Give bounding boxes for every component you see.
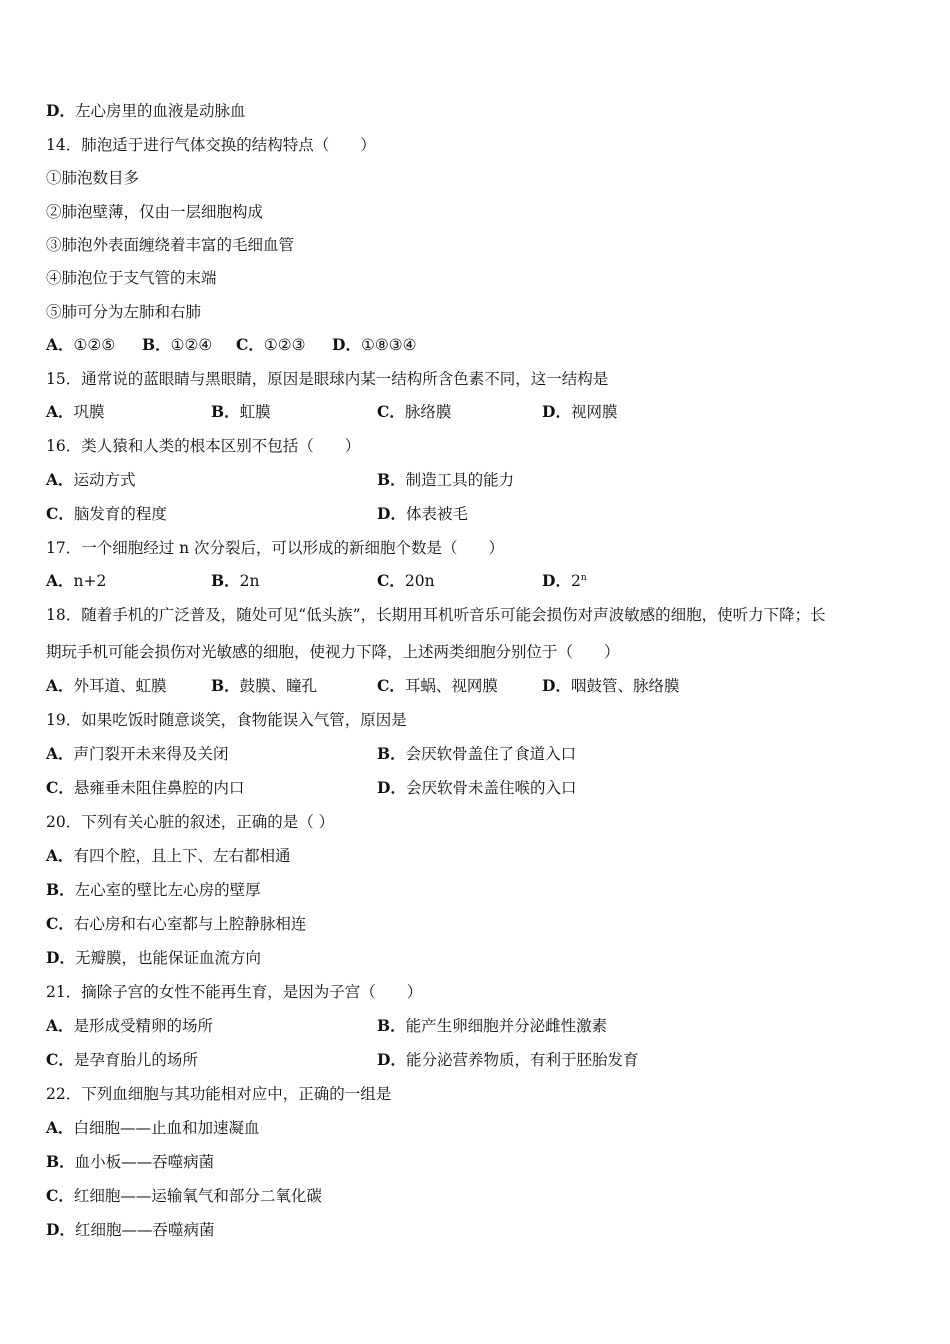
option-letter: B． (46, 1152, 75, 1171)
option-letter: A． (46, 676, 74, 695)
option-text: 外耳道、虹膜 (73, 677, 167, 695)
q19-option-c (46, 776, 244, 800)
option-text: 有四个腔，且上下、左右都相通 (73, 847, 291, 865)
option-text: 白细胞——止血和加速凝血 (73, 1119, 260, 1137)
option-text: 会厌软骨未盖住喉的入口 (405, 779, 577, 797)
option-text: 红细胞——运输氧气和部分二氧化碳 (73, 1187, 322, 1205)
option-text: 悬雍垂未阻住鼻腔的内口 (73, 779, 245, 797)
q14-option-a (46, 333, 115, 357)
option-text: 2n (239, 572, 260, 590)
q15-stem: 15．通常说的蓝眼睛与黑眼睛，原因是眼球内某一结构所含色素不同，这一结构是 (46, 370, 609, 388)
option-superscript: n (580, 572, 587, 583)
q20-option-b (46, 878, 261, 902)
q20-stem: 20．下列有关心脏的叙述，正确的是（ ） (46, 813, 335, 831)
q14-item-1: ①肺泡数目多 (46, 169, 140, 187)
q18-option-d (542, 674, 679, 698)
option-text: 会厌软骨盖住了食道入口 (405, 745, 577, 763)
option-letter: C． (377, 402, 405, 421)
q19-option-b (377, 742, 576, 766)
option-text: 是孕育胎儿的场所 (73, 1051, 198, 1069)
option-letter: B． (211, 676, 240, 695)
q17-option-b (211, 569, 259, 593)
q13-option-d (46, 99, 245, 123)
option-text: 左心室的壁比左心房的壁厚 (74, 881, 261, 899)
option-text: 脑发育的程度 (73, 505, 167, 523)
option-letter: D． (542, 402, 571, 421)
option-text: 声门裂开未来得及关闭 (73, 745, 229, 763)
q20-option-a (46, 844, 291, 868)
option-text: 是形成受精卵的场所 (73, 1017, 214, 1035)
option-letter: D． (377, 778, 406, 797)
option-text: 虹膜 (239, 403, 271, 421)
option-text: 体表被毛 (405, 505, 468, 523)
q18-stem-line2: 期玩手机可能会损伤对光敏感的细胞，使视力下降，上述两类细胞分别位于（ ） (46, 643, 620, 661)
option-letter: A． (46, 470, 74, 489)
option-letter: A． (46, 1016, 74, 1035)
option-letter: D． (46, 101, 75, 120)
option-letter: B． (211, 402, 240, 421)
option-text: 视网膜 (570, 403, 618, 421)
q16-option-c (46, 502, 167, 526)
option-text: ①②⑤ (73, 336, 116, 354)
q15-option-a (46, 400, 105, 424)
option-letter: A． (46, 744, 74, 763)
q15-option-d (542, 400, 617, 424)
option-letter: A． (46, 1118, 74, 1137)
q22-option-b (46, 1150, 214, 1174)
option-text: 巩膜 (73, 403, 105, 421)
q18-option-a (46, 674, 167, 698)
option-letter: D． (377, 504, 406, 523)
option-text: 运动方式 (73, 471, 136, 489)
q16-stem: 16．类人猿和人类的根本区别不包括（ ） (46, 437, 361, 455)
option-letter: C． (46, 1186, 74, 1205)
q22-option-c (46, 1184, 322, 1208)
option-text: ①⑧③④ (360, 336, 417, 354)
q18-option-c (377, 674, 498, 698)
q16-option-a (46, 468, 136, 492)
q14-item-2: ②肺泡壁薄，仅由一层细胞构成 (46, 203, 264, 221)
option-letter: A． (46, 571, 74, 590)
option-letter: B． (211, 571, 240, 590)
option-letter: D． (542, 676, 571, 695)
q14-option-c (236, 333, 306, 357)
option-text: 耳蜗、视网膜 (404, 677, 498, 695)
option-text: 能分泌营养物质，有利于胚胎发育 (405, 1051, 639, 1069)
q18-stem-line1: 18．随着手机的广泛普及，随处可见“低头族”，长期用耳机听音乐可能会损伤对声波敏感的细胞，使听力下降；长 (46, 606, 826, 624)
option-letter: B． (377, 1016, 406, 1035)
q16-option-b (377, 468, 514, 492)
option-text: 无瓣膜，也能保证血流方向 (74, 949, 261, 967)
q21-option-b (377, 1014, 607, 1038)
q21-option-a (46, 1014, 213, 1038)
option-letter: C． (377, 676, 405, 695)
option-letter: A． (46, 402, 74, 421)
option-text: ①②③ (263, 336, 306, 354)
q14-item-3: ③肺泡外表面缠绕着丰富的毛细血管 (46, 236, 295, 254)
q14-stem: 14．肺泡适于进行气体交换的结构特点（ ） (46, 136, 376, 154)
q21-option-c (46, 1048, 198, 1072)
q15-option-c (377, 400, 451, 424)
q19-option-a (46, 742, 229, 766)
option-letter: B． (46, 880, 75, 899)
q18-option-b (211, 674, 317, 698)
q14-item-4: ④肺泡位于支气管的末端 (46, 269, 217, 287)
q14-item-5: ⑤肺可分为左肺和右肺 (46, 303, 202, 321)
q17-option-a (46, 569, 106, 593)
option-text: 右心房和右心室都与上腔静脉相连 (73, 915, 307, 933)
option-letter: D． (46, 1220, 75, 1239)
q14-option-b (142, 333, 212, 357)
q17-option-c (377, 569, 435, 593)
q22-stem: 22．下列血细胞与其功能相对应中，正确的一组是 (46, 1085, 392, 1103)
q19-stem: 19．如果吃饭时随意谈笑，食物能误入气管，原因是 (46, 711, 407, 729)
option-letter: C． (46, 914, 74, 933)
option-letter: C． (377, 571, 405, 590)
option-text: n+2 (73, 572, 107, 590)
q17-stem: 17．一个细胞经过 n 次分裂后，可以形成的新细胞个数是（ ） (46, 539, 505, 557)
q21-option-d (377, 1048, 638, 1072)
option-text: 红细胞——吞噬病菌 (74, 1221, 215, 1239)
option-letter: A． (46, 335, 74, 354)
option-text: 脉络膜 (404, 403, 452, 421)
option-text: 咽鼓管、脉络膜 (570, 677, 680, 695)
option-text: 左心房里的血液是动脉血 (74, 102, 246, 120)
option-text: 2 (570, 572, 581, 590)
q14-option-d (332, 333, 417, 357)
option-letter: C． (46, 1050, 74, 1069)
option-text: 20n (404, 572, 435, 590)
option-text: 能产生卵细胞并分泌雌性激素 (405, 1017, 608, 1035)
option-text: ①②④ (170, 336, 213, 354)
option-letter: B． (377, 744, 406, 763)
q22-option-d (46, 1218, 214, 1242)
option-letter: C． (236, 335, 264, 354)
option-text: 血小板——吞噬病菌 (74, 1153, 215, 1171)
option-letter: B． (142, 335, 171, 354)
q19-option-d (377, 776, 576, 800)
option-letter: C． (46, 778, 74, 797)
option-text: 鼓膜、瞳孔 (239, 677, 318, 695)
option-letter: B． (377, 470, 406, 489)
q20-option-d (46, 946, 261, 970)
option-letter: D． (377, 1050, 406, 1069)
q21-stem: 21．摘除子宫的女性不能再生育，是因为子宫（ ） (46, 983, 423, 1001)
q16-option-d (377, 502, 468, 526)
q20-option-c (46, 912, 306, 936)
option-letter: D． (542, 571, 571, 590)
option-letter: D． (46, 948, 75, 967)
q22-option-a (46, 1116, 260, 1140)
option-text: 制造工具的能力 (405, 471, 515, 489)
option-letter: C． (46, 504, 74, 523)
option-letter: A． (46, 846, 74, 865)
q15-option-b (211, 400, 271, 424)
q17-option-d (542, 569, 587, 593)
option-letter: D． (332, 335, 361, 354)
